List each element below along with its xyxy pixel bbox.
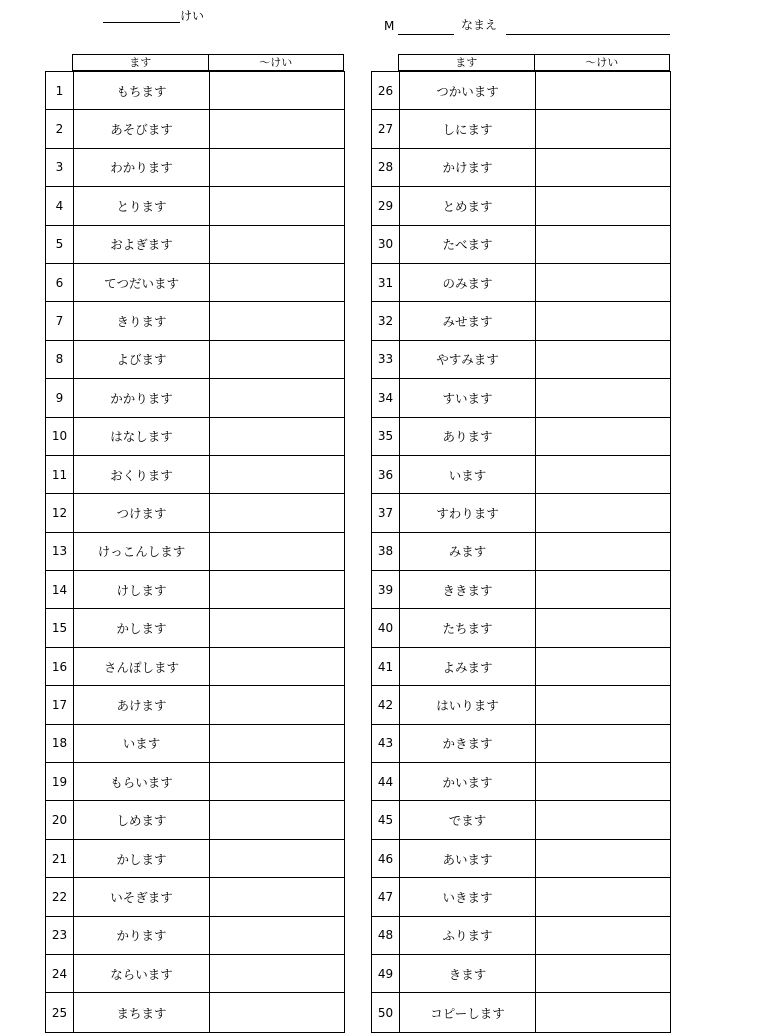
row-number: 25: [46, 993, 74, 1031]
masu-form-cell: かきます: [400, 725, 536, 762]
row-number: 29: [372, 187, 400, 224]
column-header-masu: ます: [73, 55, 209, 70]
name-blank[interactable]: [506, 22, 670, 35]
row-number: 44: [372, 763, 400, 800]
answer-cell[interactable]: [536, 917, 670, 954]
masu-form-cell: きます: [400, 955, 536, 992]
row-number: 10: [46, 418, 74, 455]
table-row: [372, 917, 670, 955]
name-label: なまえ: [461, 18, 498, 32]
row-number: 32: [372, 302, 400, 339]
answer-cell[interactable]: [210, 878, 344, 915]
answer-cell[interactable]: [536, 379, 670, 416]
masu-form-cell: もらいます: [74, 763, 210, 800]
row-number: 2: [46, 110, 74, 147]
row-number: 9: [46, 379, 74, 416]
table-row: [46, 878, 344, 916]
row-number: 19: [46, 763, 74, 800]
answer-cell[interactable]: [210, 456, 344, 493]
table-row: [372, 878, 670, 916]
answer-cell[interactable]: [536, 955, 670, 992]
answer-cell[interactable]: [536, 264, 670, 301]
form-name-blank[interactable]: [103, 11, 180, 23]
table-row: [372, 302, 670, 340]
verb-table-right: [371, 71, 671, 1033]
answer-cell[interactable]: [210, 110, 344, 147]
row-number: 1: [46, 72, 74, 109]
table-row: [46, 686, 344, 724]
answer-cell[interactable]: [210, 725, 344, 762]
answer-cell[interactable]: [536, 341, 670, 378]
answer-cell[interactable]: [210, 801, 344, 838]
masu-form-cell: つかいます: [400, 72, 536, 109]
row-number: 5: [46, 226, 74, 263]
row-number: 38: [372, 533, 400, 570]
masu-form-cell: きります: [74, 302, 210, 339]
table-row: [46, 763, 344, 801]
answer-cell[interactable]: [210, 187, 344, 224]
answer-cell[interactable]: [536, 302, 670, 339]
answer-cell[interactable]: [210, 264, 344, 301]
answer-cell[interactable]: [536, 648, 670, 685]
row-number: 47: [372, 878, 400, 915]
answer-cell[interactable]: [536, 686, 670, 723]
answer-cell[interactable]: [536, 840, 670, 877]
worksheet-right: [371, 54, 671, 1021]
masu-form-cell: わかります: [74, 149, 210, 186]
column-header-row: [398, 54, 670, 71]
table-row: [372, 418, 670, 456]
masu-form-cell: あいます: [400, 840, 536, 877]
table-row: [372, 648, 670, 686]
answer-cell[interactable]: [536, 801, 670, 838]
table-row: [46, 456, 344, 494]
row-number: 41: [372, 648, 400, 685]
masu-form-cell: けっこんします: [74, 533, 210, 570]
table-row: [372, 533, 670, 571]
answer-cell[interactable]: [536, 110, 670, 147]
masu-form-cell: おくります: [74, 456, 210, 493]
table-row: [372, 955, 670, 993]
masu-form-cell: かします: [74, 840, 210, 877]
row-number: 14: [46, 571, 74, 608]
row-number: 31: [372, 264, 400, 301]
table-row: [46, 418, 344, 456]
masu-form-cell: すわります: [400, 494, 536, 531]
table-row: [372, 72, 670, 110]
answer-cell[interactable]: [210, 609, 344, 646]
row-number: 24: [46, 955, 74, 992]
masu-form-cell: みせます: [400, 302, 536, 339]
table-row: [372, 609, 670, 647]
masu-form-cell: コピーします: [400, 993, 536, 1031]
masu-form-cell: つけます: [74, 494, 210, 531]
table-row: [46, 840, 344, 878]
row-number: 26: [372, 72, 400, 109]
answer-cell[interactable]: [536, 763, 670, 800]
row-number: 3: [46, 149, 74, 186]
class-blank[interactable]: [398, 22, 454, 35]
row-number: 28: [372, 149, 400, 186]
masu-form-cell: さんぽします: [74, 648, 210, 685]
row-number: 22: [46, 878, 74, 915]
answer-cell[interactable]: [536, 993, 670, 1031]
answer-cell[interactable]: [536, 149, 670, 186]
table-row: [46, 264, 344, 302]
masu-form-cell: よみます: [400, 648, 536, 685]
masu-form-cell: かけます: [400, 149, 536, 186]
table-row: [372, 149, 670, 187]
table-row: [372, 571, 670, 609]
answer-cell[interactable]: [210, 226, 344, 263]
masu-form-cell: かします: [74, 609, 210, 646]
masu-form-cell: のみます: [400, 264, 536, 301]
masu-form-cell: でます: [400, 801, 536, 838]
table-row: [372, 763, 670, 801]
masu-form-cell: たべます: [400, 226, 536, 263]
masu-form-cell: よびます: [74, 341, 210, 378]
row-number: 18: [46, 725, 74, 762]
answer-cell[interactable]: [210, 302, 344, 339]
row-number: 45: [372, 801, 400, 838]
masu-form-cell: とめます: [400, 187, 536, 224]
table-row: [46, 379, 344, 417]
table-row: [46, 341, 344, 379]
answer-cell[interactable]: [536, 72, 670, 109]
row-number: 20: [46, 801, 74, 838]
table-row: [372, 226, 670, 264]
class-prefix-label: M: [384, 19, 395, 33]
row-number: 4: [46, 187, 74, 224]
row-number: 15: [46, 609, 74, 646]
table-row: [372, 725, 670, 763]
answer-cell[interactable]: [210, 955, 344, 992]
row-number: 37: [372, 494, 400, 531]
row-number: 27: [372, 110, 400, 147]
row-number: 34: [372, 379, 400, 416]
masu-form-cell: もちます: [74, 72, 210, 109]
masu-form-cell: すいます: [400, 379, 536, 416]
masu-form-cell: やすみます: [400, 341, 536, 378]
masu-form-cell: かかります: [74, 379, 210, 416]
column-header-row: [72, 54, 344, 71]
row-number: 8: [46, 341, 74, 378]
masu-form-cell: あそびます: [74, 110, 210, 147]
answer-cell[interactable]: [536, 456, 670, 493]
answer-cell[interactable]: [536, 878, 670, 915]
row-number: 21: [46, 840, 74, 877]
table-row: [46, 648, 344, 686]
table-row: [46, 609, 344, 647]
row-number: 13: [46, 533, 74, 570]
masu-form-cell: あけます: [74, 686, 210, 723]
row-number: 43: [372, 725, 400, 762]
masu-form-cell: かります: [74, 917, 210, 954]
masu-form-cell: ならいます: [74, 955, 210, 992]
table-row: [46, 955, 344, 993]
masu-form-cell: とります: [74, 187, 210, 224]
column-header-kei: 〜けい: [585, 56, 619, 69]
table-row: [46, 801, 344, 839]
table-row: [372, 840, 670, 878]
answer-cell[interactable]: [210, 571, 344, 608]
row-number: 33: [372, 341, 400, 378]
masu-form-cell: います: [74, 725, 210, 762]
row-number: 36: [372, 456, 400, 493]
row-number: 30: [372, 226, 400, 263]
answer-cell[interactable]: [210, 993, 344, 1031]
masu-form-cell: あります: [400, 418, 536, 455]
row-number: 42: [372, 686, 400, 723]
table-row: [46, 187, 344, 225]
masu-form-cell: およぎます: [74, 226, 210, 263]
answer-cell[interactable]: [210, 418, 344, 455]
row-number: 39: [372, 571, 400, 608]
table-row: [46, 533, 344, 571]
table-row: [372, 187, 670, 225]
table-row: [372, 264, 670, 302]
table-row: [372, 379, 670, 417]
table-row: [372, 494, 670, 532]
table-row: [46, 149, 344, 187]
row-number: 50: [372, 993, 400, 1031]
table-row: [46, 494, 344, 532]
row-number: 12: [46, 494, 74, 531]
table-row: [372, 686, 670, 724]
table-row: [46, 226, 344, 264]
row-number: 35: [372, 418, 400, 455]
table-row: [372, 341, 670, 379]
table-row: [46, 72, 344, 110]
row-number: 48: [372, 917, 400, 954]
masu-form-cell: しめます: [74, 801, 210, 838]
answer-cell[interactable]: [210, 763, 344, 800]
answer-cell[interactable]: [210, 72, 344, 109]
answer-cell[interactable]: [210, 494, 344, 531]
row-number: 49: [372, 955, 400, 992]
answer-cell[interactable]: [210, 648, 344, 685]
masu-form-cell: けします: [74, 571, 210, 608]
answer-cell[interactable]: [210, 840, 344, 877]
table-row: [372, 801, 670, 839]
answer-cell[interactable]: [210, 341, 344, 378]
answer-cell[interactable]: [536, 226, 670, 263]
table-row: [46, 993, 344, 1031]
masu-form-cell: てつだいます: [74, 264, 210, 301]
masu-form-cell: まちます: [74, 993, 210, 1031]
answer-cell[interactable]: [210, 533, 344, 570]
masu-form-cell: しにます: [400, 110, 536, 147]
table-row: [46, 725, 344, 763]
row-number: 17: [46, 686, 74, 723]
row-number: 6: [46, 264, 74, 301]
table-row: [372, 110, 670, 148]
answer-cell[interactable]: [536, 494, 670, 531]
table-row: [372, 456, 670, 494]
row-number: 40: [372, 609, 400, 646]
masu-form-cell: ふります: [400, 917, 536, 954]
answer-cell[interactable]: [536, 187, 670, 224]
masu-form-cell: いきます: [400, 878, 536, 915]
answer-cell[interactable]: [536, 418, 670, 455]
row-number: 23: [46, 917, 74, 954]
row-number: 7: [46, 302, 74, 339]
column-header-kei: 〜けい: [259, 56, 293, 69]
column-header-masu: ます: [399, 55, 535, 70]
masu-form-cell: みます: [400, 533, 536, 570]
row-number: 11: [46, 456, 74, 493]
answer-cell[interactable]: [536, 571, 670, 608]
row-number: 16: [46, 648, 74, 685]
answer-cell[interactable]: [536, 725, 670, 762]
answer-cell[interactable]: [536, 533, 670, 570]
answer-cell[interactable]: [210, 149, 344, 186]
answer-cell[interactable]: [210, 379, 344, 416]
table-row: [46, 110, 344, 148]
form-suffix-label: けい: [180, 9, 205, 23]
verb-table-left: [45, 71, 345, 1033]
table-row: [46, 917, 344, 955]
masu-form-cell: いそぎます: [74, 878, 210, 915]
masu-form-cell: たちます: [400, 609, 536, 646]
answer-cell[interactable]: [210, 917, 344, 954]
table-row: [372, 993, 670, 1031]
row-number: 46: [372, 840, 400, 877]
masu-form-cell: はいります: [400, 686, 536, 723]
answer-cell[interactable]: [536, 609, 670, 646]
worksheet-left: [45, 54, 345, 1021]
table-row: [46, 571, 344, 609]
masu-form-cell: かいます: [400, 763, 536, 800]
table-row: [46, 302, 344, 340]
masu-form-cell: ききます: [400, 571, 536, 608]
masu-form-cell: います: [400, 456, 536, 493]
answer-cell[interactable]: [210, 686, 344, 723]
masu-form-cell: はなします: [74, 418, 210, 455]
